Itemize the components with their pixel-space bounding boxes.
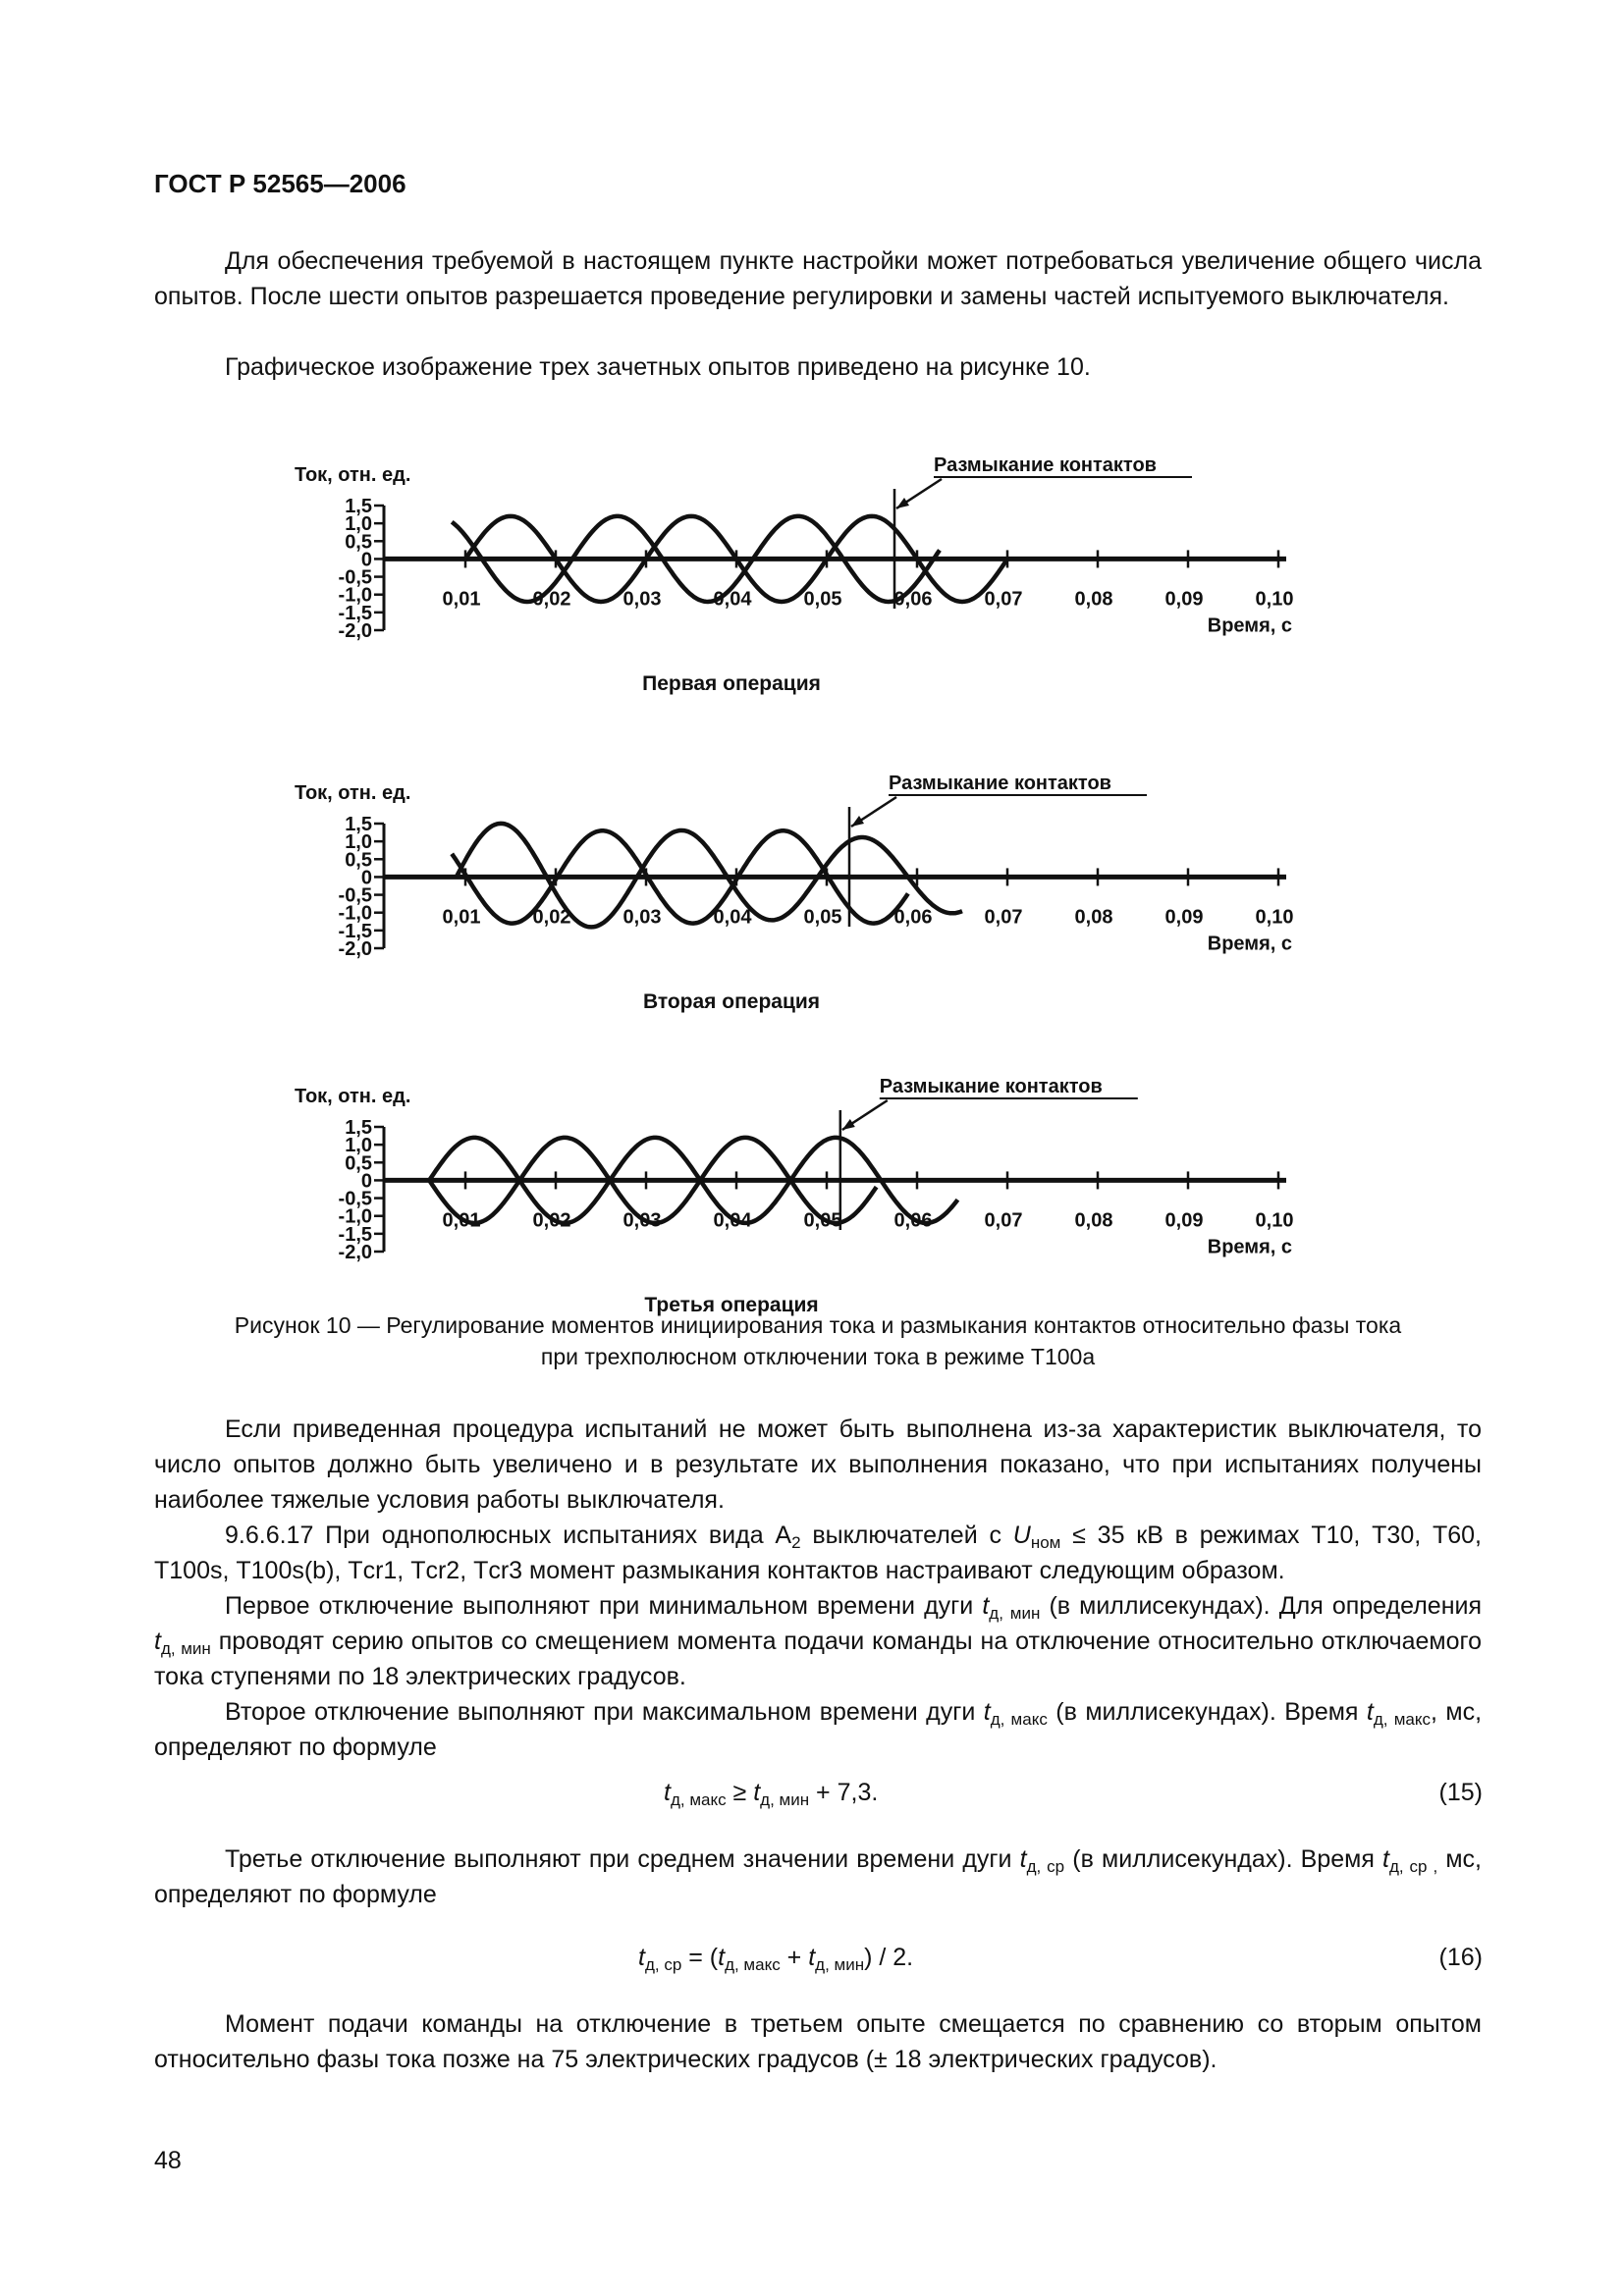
formula-16-op: = ( [681,1944,719,1971]
y-axis-label: Ток, отн. ед. [295,782,411,804]
p4-text-b: выключателей с [800,1522,1013,1549]
x-tick-label: 0,08 [1074,906,1113,929]
t-symbol: t [808,1944,816,1971]
t-symbol: t [1019,1845,1027,1873]
y-tick-label: 1,0 [345,513,372,536]
t-symbol: t [982,1592,990,1620]
annotation-label: Размыкание контактов [934,454,1157,476]
y-tick-label: 1,5 [345,496,372,517]
p5-text-c: проводят серию опытов со смещением момента подачи команды на отключение относительно отключаемого тока ступенями по 18 электрических градусов. [154,1628,1483,1690]
t-symbol: t [664,1779,671,1806]
x-tick-label: 0,06 [893,1209,933,1232]
t-sr-subscript: д, ср [644,1955,682,1974]
x-tick-label: 0,01 [442,588,481,611]
y-tick-label: 1,5 [345,814,372,835]
y-tick-label: 0,5 [345,531,372,554]
t-sr-subscript: д, ср [1026,1857,1065,1876]
x-tick-label: 0,04 [713,588,752,611]
y-tick-label: -1,0 [338,902,372,925]
x-tick-label: 0,07 [984,1209,1023,1232]
x-axis-label: Время, с [1207,933,1292,955]
t-max-subscript: д, макс [725,1955,781,1974]
x-tick-label: 0,02 [532,588,571,611]
p6-text-a: Второе отключение выполняют при максимальном времени дуги [225,1698,984,1726]
x-tick-label: 0,01 [442,906,481,929]
formula-16-tail: ) / 2. [864,1944,914,1971]
y-tick-label: -0,5 [338,884,372,907]
x-tick-label: 0,08 [1074,1209,1113,1232]
p4-text-c: ≤ 35 кВ в режимах Т10, Т30, Т60, Т100s, Т100s(b), Тcr1, Тcr2, Тcr3 момент размыкания контактов настраивают следующим образом. [154,1522,1482,1584]
x-tick-label: 0,10 [1255,1209,1294,1232]
body-paragraph-4 [154,1518,1482,1588]
x-axis-label: Время, с [1207,1236,1292,1258]
body-paragraph-5 [154,1588,1482,1694]
p4-subscript: 2 [791,1533,801,1552]
chart-second-operation [285,730,1345,1015]
intro-paragraph-1: Для обеспечения требуемой в настоящем пункте настройки может потребоваться увеличение общего числа опытов. После шести опытов разрешается проведение регулировки и замены частей испытуемого выключателя. [154,247,1482,310]
t-min-subscript: д, мин [760,1790,810,1809]
x-tick-label: 0,05 [803,906,842,929]
x-tick-label: 0,10 [1255,588,1294,611]
y-tick-label: 0,5 [345,849,372,872]
p5-text-b: (в миллисекундах). Для определения [1040,1592,1483,1620]
y-tick-label: -1,0 [338,584,372,607]
y-tick-label: 0 [360,1170,372,1193]
annotation-arrowhead [851,816,864,827]
y-tick-label: 0 [360,549,372,571]
t-sr-subscript: д, ср , [1388,1857,1438,1876]
x-tick-label: 0,04 [713,1209,752,1232]
chart-first-operation [285,412,1345,697]
chart-third-operation [285,1034,1345,1318]
x-tick-label: 0,03 [622,1209,662,1232]
x-tick-label: 0,05 [803,588,842,611]
t-symbol: t [154,1628,161,1655]
y-tick-label: -1,5 [338,920,372,942]
x-tick-label: 0,02 [532,1209,571,1232]
y-tick-label: -1,0 [338,1205,372,1228]
p5-text-a: Первое отключение выполняют при минимальном времени дуги [225,1592,983,1620]
formula-16 [638,1944,913,1972]
x-tick-label: 0,03 [622,588,662,611]
p7-text-c: мс, определяют по формуле [154,1845,1482,1908]
p7-text-b: (в миллисекундах). Время [1064,1845,1383,1873]
formula-15-number: (15) [1438,1779,1483,1806]
x-tick-label: 0,09 [1164,906,1204,929]
x-tick-label: 0,07 [984,906,1023,929]
t-max-subscript: д, макс [670,1790,727,1809]
formula-16-number: (16) [1438,1944,1483,1971]
x-tick-label: 0,08 [1074,588,1113,611]
figure-caption [154,1309,1482,1372]
p6-text-c: , мс, определяют по формуле [154,1698,1483,1761]
x-tick-label: 0,05 [803,1209,842,1232]
x-tick-label: 0,07 [984,588,1023,611]
t-max-subscript: д, макс [990,1710,1048,1729]
y-tick-label: 1,5 [345,1117,372,1139]
x-tick-label: 0,01 [442,1209,481,1232]
y-tick-label: 1,0 [345,1135,372,1157]
y-tick-label: -0,5 [338,1188,372,1210]
y-tick-label: 1,0 [345,831,372,854]
t-min-subscript: д, мин [160,1639,211,1658]
chart-title: Вторая операция [642,990,821,1013]
formula-15 [664,1779,878,1807]
p7-text-a: Третье отключение выполняют при среднем значении времени дуги [225,1845,1020,1873]
p6-text-b: (в миллисекундах). Время [1047,1698,1367,1726]
y-tick-label: -2,0 [338,938,372,960]
annotation-label: Размыкание контактов [889,773,1111,794]
p4-text-a: 9.6.6.17 При однополюсных испытаниях вида А [225,1522,792,1549]
formula-15-op: ≥ [726,1779,754,1806]
x-tick-label: 0,09 [1164,1209,1204,1232]
p4-u-subscript: ном [1030,1533,1061,1552]
t-max-subscript: д, макс [1373,1710,1431,1729]
annotation-arrowhead [896,498,909,508]
body-paragraph-8: Момент подачи команды на отключение в третьем опыте смещается по сравнению со вторым опытом относительно фазы тока позже на 75 электрических градусов (± 18 электрических градусов). [154,2010,1482,2073]
y-tick-label: -1,5 [338,602,372,624]
t-symbol: t [638,1944,645,1971]
y-tick-label: -0,5 [338,566,372,589]
body-paragraph-6 [154,1694,1482,1765]
figure-caption-line-1: Рисунок 10 — Регулирование моментов инициирования тока и размыкания контактов относительно фазы тока [234,1312,1402,1338]
p4-u-symbol: U [1012,1522,1031,1549]
body-paragraph-3: Если приведенная процедура испытаний не может быть выполнена из-за характеристик выключателя, то число опытов должно быть увеличено и в результате их выполнения показано, что при испытаниях получены наиболее тяжелые условия работы выключателя. [154,1415,1482,1514]
annotation-label: Размыкание контактов [879,1076,1103,1097]
page-number: 48 [154,2147,182,2174]
y-tick-label: -2,0 [338,1242,372,1263]
chart-svg [285,412,1345,697]
annotation-arrowhead [842,1119,855,1130]
x-axis-label: Время, с [1207,614,1292,637]
x-tick-label: 0,03 [622,906,662,929]
chart-title: Первая операция [642,672,821,695]
formula-15-tail: + 7,3. [809,1779,879,1806]
formula-16-plus: + [780,1944,809,1971]
y-tick-label: -1,5 [338,1223,372,1246]
y-axis-label: Ток, отн. ед. [295,1086,411,1107]
t-symbol: t [983,1698,991,1726]
y-tick-label: 0,5 [345,1152,372,1175]
y-axis-label: Ток, отн. ед. [295,464,411,486]
figure-caption-line-2: при трехполюсном отключении тока в режиме Т100а [540,1344,1096,1369]
document-header: ГОСТ Р 52565—2006 [154,169,406,198]
x-tick-label: 0,06 [893,906,933,929]
x-tick-label: 0,04 [713,906,752,929]
t-min-subscript: д, мин [989,1604,1041,1623]
t-symbol: t [718,1944,726,1971]
x-tick-label: 0,02 [532,906,571,929]
chart-svg [285,1034,1345,1318]
x-tick-label: 0,10 [1255,906,1294,929]
t-symbol: t [753,1779,761,1806]
chart-svg [285,730,1345,1015]
body-paragraph-7 [154,1842,1482,1912]
t-symbol: t [1382,1845,1389,1873]
t-min-subscript: д, мин [815,1955,865,1974]
chart-title: Третья операция [644,1294,819,1316]
y-tick-label: -2,0 [338,620,372,642]
y-tick-label: 0 [360,867,372,889]
x-tick-label: 0,09 [1164,588,1204,611]
x-tick-label: 0,06 [893,588,933,611]
intro-paragraph-2: Графическое изображение трех зачетных опытов приведено на рисунке 10. [225,353,1091,381]
t-symbol: t [1366,1698,1374,1726]
